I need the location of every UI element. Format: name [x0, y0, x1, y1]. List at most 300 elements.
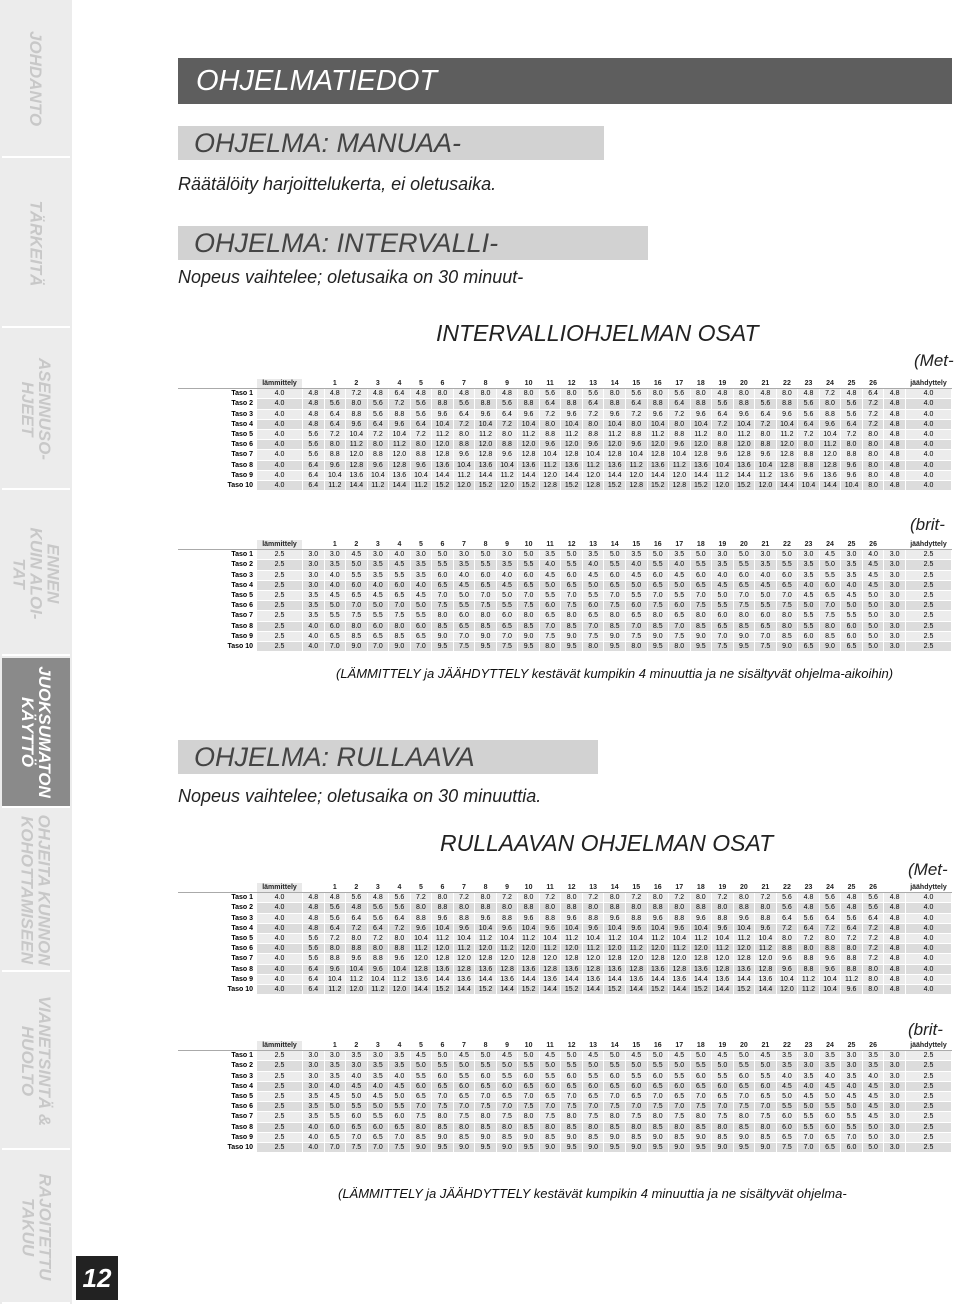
speed-cell: 8.0	[819, 621, 841, 631]
speed-cell: 4.5	[324, 590, 346, 600]
speed-cell: 7.2	[819, 923, 841, 933]
speed-cell: 8.0	[776, 933, 798, 943]
speed-cell: 6.4	[324, 409, 346, 419]
speed-cell: 8.5	[690, 1122, 712, 1132]
speed-cell: 3.5	[453, 560, 475, 570]
speed-cell: 5.5	[712, 1071, 734, 1081]
speed-cell: 12.8	[561, 450, 583, 460]
speed-cell: 7.2	[496, 419, 518, 429]
speed-cell: 12.0	[582, 470, 604, 480]
speed-cell: 4.5	[776, 1081, 798, 1091]
speed-cell: 4.5	[324, 1091, 346, 1101]
speed-cell: 8.0	[819, 399, 841, 409]
speed-cell: 4.0	[841, 1081, 863, 1091]
speed-cell: 12.8	[669, 964, 691, 974]
page-heading: OHJELMATIEDOT	[178, 58, 952, 104]
table-row	[179, 964, 952, 974]
speed-cell: 7.0	[712, 631, 734, 641]
speed-cell: 6.4	[367, 923, 389, 933]
speed-cell: 8.0	[453, 429, 475, 439]
level-label: Taso 10	[179, 480, 257, 490]
speed-cell: 5.6	[755, 399, 777, 409]
speed-cell: 4.8	[367, 893, 389, 903]
speed-cell: 5.5	[841, 1122, 863, 1132]
speed-cell: 3.5	[303, 1091, 325, 1101]
column-header: 2	[346, 883, 368, 893]
speed-cell: 10.4	[582, 450, 604, 460]
speed-cell: 2.5	[257, 631, 303, 641]
rolling-imperial-speed-table	[178, 1040, 952, 1153]
speed-cell: 5.0	[389, 1091, 411, 1101]
speed-cell: 13.6	[819, 470, 841, 480]
speed-cell: 3.5	[303, 601, 325, 611]
speed-cell: 4.5	[496, 580, 518, 590]
speed-cell: 4.5	[346, 1081, 368, 1091]
tab-ohjeita-kunnon-kohottamiseen[interactable]: OHJEITA KUNNON KOHOTTAMISEEN	[2, 810, 70, 972]
speed-cell: 4.0	[257, 399, 303, 409]
speed-cell: 5.5	[346, 1102, 368, 1112]
speed-cell: 8.0	[582, 903, 604, 913]
speed-cell: 8.8	[453, 913, 475, 923]
speed-cell: 11.2	[582, 460, 604, 470]
column-header: 16	[647, 883, 669, 893]
speed-cell: 10.4	[690, 419, 712, 429]
speed-cell: 15.2	[561, 480, 583, 490]
speed-cell: 9.6	[475, 913, 497, 923]
speed-cell: 7.0	[647, 590, 669, 600]
speed-cell: 11.2	[690, 933, 712, 943]
speed-cell: 3.0	[346, 1061, 368, 1071]
speed-cell: 5.5	[367, 611, 389, 621]
tab-vianetsinta-huolto[interactable]: VIANETSINTÄ & HUOLTO	[2, 974, 70, 1150]
speed-cell: 6.0	[690, 570, 712, 580]
speed-cell: 14.4	[604, 470, 626, 480]
speed-cell: 3.5	[324, 1061, 346, 1071]
column-header: 22	[776, 379, 798, 389]
speed-cell: 10.4	[475, 419, 497, 429]
speed-cell: 7.5	[776, 1142, 798, 1152]
speed-cell: 8.8	[496, 913, 518, 923]
speed-cell: 10.4	[819, 974, 841, 984]
speed-cell: 8.5	[432, 1122, 454, 1132]
speed-cell: 8.0	[712, 429, 734, 439]
speed-cell: 11.2	[346, 974, 368, 984]
speed-cell: 10.4	[561, 923, 583, 933]
speed-cell: 10.4	[755, 460, 777, 470]
speed-cell: 5.0	[733, 550, 755, 560]
speed-cell: 6.0	[712, 611, 734, 621]
speed-cell: 4.0	[257, 389, 303, 399]
speed-cell: 5.5	[475, 1061, 497, 1071]
speed-cell: 4.0	[906, 389, 952, 399]
speed-cell: 6.0	[604, 570, 626, 580]
speed-cell: 4.5	[367, 1091, 389, 1101]
speed-cell: 10.4	[798, 480, 820, 490]
speed-cell: 10.4	[669, 450, 691, 460]
speed-cell: 5.6	[367, 409, 389, 419]
speed-cell: 6.4	[841, 419, 863, 429]
speed-cell: 7.0	[496, 1102, 518, 1112]
speed-cell: 8.0	[862, 984, 884, 994]
speed-cell: 4.0	[303, 621, 325, 631]
speed-cell: 4.8	[496, 389, 518, 399]
speed-cell: 5.5	[625, 590, 647, 600]
speed-cell: 7.2	[582, 893, 604, 903]
speed-cell: 4.0	[669, 560, 691, 570]
speed-cell: 6.4	[453, 409, 475, 419]
speed-cell: 10.4	[410, 933, 432, 943]
speed-cell: 7.0	[755, 1102, 777, 1112]
column-header: 5	[410, 379, 432, 389]
speed-cell: 12.0	[819, 450, 841, 460]
speed-cell: 8.8	[776, 944, 798, 954]
speed-cell: 9.0	[539, 1142, 561, 1152]
level-label: Taso 5	[179, 429, 257, 439]
column-header: 21	[755, 1041, 777, 1051]
speed-cell: 8.5	[733, 621, 755, 631]
speed-cell: 14.4	[346, 480, 368, 490]
speed-cell: 8.8	[690, 399, 712, 409]
speed-cell: 9.6	[389, 954, 411, 964]
speed-cell: 10.4	[432, 923, 454, 933]
speed-cell: 8.8	[475, 903, 497, 913]
speed-cell: 8.0	[453, 903, 475, 913]
speed-cell: 5.5	[432, 1061, 454, 1071]
speed-cell: 12.0	[432, 944, 454, 954]
speed-cell: 9.6	[625, 923, 647, 933]
level-label: Taso 10	[179, 984, 257, 994]
speed-cell: 7.5	[496, 641, 518, 651]
speed-cell: 9.0	[647, 631, 669, 641]
speed-cell: 4.0	[257, 974, 303, 984]
speed-cell: 7.0	[625, 621, 647, 631]
speed-cell: 7.0	[518, 1091, 540, 1101]
speed-cell: 8.0	[475, 1112, 497, 1122]
speed-cell: 7.2	[539, 409, 561, 419]
speed-cell: 5.6	[346, 893, 368, 903]
speed-cell: 11.2	[475, 933, 497, 943]
column-header: 9	[496, 540, 518, 550]
speed-cell: 6.0	[647, 570, 669, 580]
column-header	[303, 883, 325, 893]
speed-cell: 3.0	[884, 601, 906, 611]
speed-cell: 8.0	[690, 389, 712, 399]
tab-asennusohjeet[interactable]: ASENNUSO- HJEET	[2, 330, 70, 490]
speed-cell: 9.6	[539, 440, 561, 450]
column-header: 17	[669, 540, 691, 550]
speed-cell: 7.5	[819, 611, 841, 621]
speed-cell: 8.8	[475, 399, 497, 409]
tab-johdanto[interactable]: JOHDANTO	[2, 0, 70, 158]
column-header	[884, 540, 906, 550]
speed-cell: 2.5	[257, 550, 303, 560]
column-header: 1	[324, 379, 346, 389]
speed-cell: 9.6	[733, 913, 755, 923]
speed-cell: 11.2	[367, 480, 389, 490]
speed-cell: 6.5	[819, 1132, 841, 1142]
speed-cell: 9.5	[475, 641, 497, 651]
speed-cell: 8.5	[432, 621, 454, 631]
speed-cell: 5.0	[410, 601, 432, 611]
speed-cell: 8.0	[712, 1122, 734, 1132]
speed-cell: 6.0	[410, 621, 432, 631]
speed-cell: 4.0	[906, 440, 952, 450]
speed-cell: 7.0	[539, 1102, 561, 1112]
speed-cell: 3.5	[798, 560, 820, 570]
column-header: 6	[432, 379, 454, 389]
speed-cell: 4.0	[257, 954, 303, 964]
speed-cell: 12.8	[625, 480, 647, 490]
column-header: 6	[432, 540, 454, 550]
speed-cell: 5.0	[604, 550, 626, 560]
speed-cell: 6.4	[862, 389, 884, 399]
tab-rajoitettu-takuu[interactable]: RAJOITETTU TAKUU	[2, 1152, 70, 1304]
speed-cell: 8.0	[432, 1112, 454, 1122]
speed-cell: 10.4	[712, 933, 734, 943]
speed-cell: 3.5	[625, 550, 647, 560]
speed-cell: 9.6	[324, 460, 346, 470]
table-row	[179, 944, 952, 954]
speed-cell: 12.8	[733, 450, 755, 460]
table-row	[179, 1112, 952, 1122]
speed-cell: 6.5	[539, 1091, 561, 1101]
speed-cell: 2.5	[906, 641, 952, 651]
level-label: Taso 7	[179, 954, 257, 964]
speed-cell: 3.0	[884, 580, 906, 590]
speed-cell: 5.5	[410, 611, 432, 621]
speed-cell: 3.5	[798, 570, 820, 580]
speed-cell: 7.2	[798, 429, 820, 439]
speed-cell: 7.2	[862, 923, 884, 933]
speed-cell: 11.2	[432, 429, 454, 439]
speed-cell: 8.5	[346, 631, 368, 641]
speed-cell: 3.0	[884, 560, 906, 570]
speed-cell: 6.0	[582, 601, 604, 611]
speed-cell: 11.2	[647, 933, 669, 943]
speed-cell: 5.5	[432, 560, 454, 570]
tab-tarkeita[interactable]: TÄRKEITÄ	[2, 160, 70, 328]
level-label: Taso 2	[179, 560, 257, 570]
column-header: 11	[539, 540, 561, 550]
column-header: 20	[733, 1041, 755, 1051]
speed-cell: 9.6	[518, 409, 540, 419]
speed-cell: 12.8	[647, 954, 669, 964]
speed-cell: 6.5	[453, 621, 475, 631]
table-row	[179, 440, 952, 450]
speed-cell: 15.2	[733, 480, 755, 490]
speed-cell: 15.2	[561, 984, 583, 994]
speed-cell: 14.4	[819, 480, 841, 490]
speed-cell: 4.0	[346, 1071, 368, 1081]
speed-cell: 4.8	[884, 460, 906, 470]
speed-cell: 4.0	[303, 631, 325, 641]
speed-cell: 6.4	[346, 913, 368, 923]
speed-cell: 5.0	[862, 631, 884, 641]
speed-cell: 8.5	[712, 1132, 734, 1142]
speed-cell: 9.0	[604, 1132, 626, 1142]
speed-cell: 14.4	[561, 470, 583, 480]
column-header: 16	[647, 379, 669, 389]
table-row	[179, 429, 952, 439]
speed-cell: 7.5	[625, 631, 647, 641]
speed-cell: 9.6	[561, 409, 583, 419]
speed-cell: 5.5	[712, 601, 734, 611]
tab-ennen-kuin-aloitat[interactable]: ENNEN KUIN ALOI- TAT	[2, 492, 70, 656]
speed-cell: 4.0	[257, 470, 303, 480]
speed-cell: 2.5	[257, 1102, 303, 1112]
speed-cell: 6.5	[776, 580, 798, 590]
speed-cell: 8.0	[539, 641, 561, 651]
column-header: 9	[496, 883, 518, 893]
speed-cell: 8.8	[346, 409, 368, 419]
speed-cell: 4.0	[389, 1071, 411, 1081]
speed-cell: 9.6	[733, 409, 755, 419]
speed-cell: 3.5	[755, 560, 777, 570]
speed-cell: 4.0	[257, 440, 303, 450]
speed-cell: 3.0	[884, 1122, 906, 1132]
column-header: 15	[625, 883, 647, 893]
speed-cell: 14.4	[669, 984, 691, 994]
speed-cell: 4.0	[776, 1071, 798, 1081]
column-header: 8	[475, 1041, 497, 1051]
tab-juoksumaton-kaytto[interactable]: JUOKSUMATON KÄYTTÖ	[2, 658, 70, 808]
speed-cell: 9.6	[604, 409, 626, 419]
speed-cell: 4.5	[755, 1051, 777, 1061]
speed-cell: 2.5	[906, 631, 952, 641]
speed-cell: 4.5	[862, 1102, 884, 1112]
speed-cell: 4.0	[496, 570, 518, 580]
speed-cell: 7.2	[862, 399, 884, 409]
speed-cell: 11.2	[410, 944, 432, 954]
column-header: 14	[604, 1041, 626, 1051]
speed-cell: 9.6	[819, 964, 841, 974]
speed-cell: 5.5	[561, 1061, 583, 1071]
speed-cell: 4.8	[303, 389, 325, 399]
speed-cell: 7.0	[539, 621, 561, 631]
speed-cell: 5.0	[367, 1102, 389, 1112]
speed-cell: 9.6	[561, 913, 583, 923]
speed-cell: 10.4	[733, 923, 755, 933]
speed-cell: 12.0	[733, 944, 755, 954]
speed-cell: 8.0	[367, 440, 389, 450]
speed-cell: 12.8	[561, 954, 583, 964]
speed-cell: 8.0	[410, 440, 432, 450]
speed-cell: 4.0	[906, 984, 952, 994]
speed-cell: 2.5	[257, 1132, 303, 1142]
speed-cell: 3.0	[755, 550, 777, 560]
column-header: 6	[432, 883, 454, 893]
speed-cell: 11.2	[690, 429, 712, 439]
speed-cell: 4.8	[798, 893, 820, 903]
speed-cell: 6.5	[733, 1081, 755, 1091]
speed-cell: 8.8	[582, 913, 604, 923]
speed-cell: 7.5	[604, 1102, 626, 1112]
speed-cell: 5.0	[453, 590, 475, 600]
speed-cell: 7.5	[346, 1142, 368, 1152]
table-row	[179, 399, 952, 409]
speed-cell: 12.0	[496, 954, 518, 964]
speed-cell: 2.5	[906, 611, 952, 621]
speed-cell: 12.0	[582, 954, 604, 964]
speed-cell: 7.0	[798, 1132, 820, 1142]
speed-cell: 7.0	[669, 1102, 691, 1112]
speed-cell: 9.6	[496, 923, 518, 933]
speed-cell: 7.5	[475, 601, 497, 611]
speed-cell: 2.5	[257, 1061, 303, 1071]
speed-cell: 11.2	[582, 944, 604, 954]
speed-cell: 11.2	[798, 974, 820, 984]
level-label: Taso 2	[179, 399, 257, 409]
speed-cell: 8.8	[604, 903, 626, 913]
speed-cell: 9.5	[647, 1142, 669, 1152]
speed-cell: 9.6	[625, 440, 647, 450]
speed-cell: 15.2	[432, 480, 454, 490]
speed-cell: 6.0	[755, 1081, 777, 1091]
speed-cell: 6.0	[841, 1142, 863, 1152]
speed-cell: 4.8	[884, 429, 906, 439]
speed-cell: 5.6	[712, 399, 734, 409]
speed-cell: 12.0	[669, 470, 691, 480]
column-header: 18	[690, 379, 712, 389]
speed-cell: 12.8	[604, 450, 626, 460]
table-row	[179, 611, 952, 621]
speed-cell: 9.5	[733, 641, 755, 651]
speed-cell: 12.0	[690, 440, 712, 450]
speed-cell: 3.0	[841, 1051, 863, 1061]
speed-cell: 12.0	[410, 954, 432, 964]
speed-cell: 9.6	[346, 954, 368, 964]
speed-cell: 8.0	[604, 1112, 626, 1122]
speed-cell: 9.6	[690, 913, 712, 923]
speed-cell: 8.0	[862, 964, 884, 974]
speed-cell: 6.0	[518, 1071, 540, 1081]
speed-cell: 6.4	[582, 399, 604, 409]
speed-cell: 6.0	[776, 1122, 798, 1132]
speed-cell: 9.5	[604, 641, 626, 651]
speed-cell: 9.0	[561, 631, 583, 641]
speed-cell: 6.4	[539, 399, 561, 409]
speed-cell: 3.0	[798, 550, 820, 560]
speed-cell: 14.4	[647, 974, 669, 984]
column-header: 11	[539, 1041, 561, 1051]
rolling-program-title: OHJELMA: RULLAAVA	[178, 740, 598, 774]
speed-cell: 15.2	[733, 984, 755, 994]
level-label: Taso 3	[179, 570, 257, 580]
speed-cell: 4.0	[257, 409, 303, 419]
speed-cell: 7.2	[669, 409, 691, 419]
rolling-program-description: Nopeus vaihtelee; oletusaika on 30 minuuttia.	[178, 786, 542, 806]
speed-cell: 4.0	[303, 1132, 325, 1142]
speed-cell: 8.0	[475, 611, 497, 621]
speed-cell: 12.0	[475, 944, 497, 954]
speed-cell: 5.5	[819, 1102, 841, 1112]
speed-cell: 8.0	[432, 389, 454, 399]
speed-cell: 9.6	[410, 460, 432, 470]
speed-cell: 5.5	[582, 1071, 604, 1081]
column-header: 13	[582, 1041, 604, 1051]
column-header: 17	[669, 883, 691, 893]
speed-cell: 5.0	[539, 580, 561, 590]
speed-cell: 4.0	[257, 984, 303, 994]
speed-cell: 9.6	[647, 913, 669, 923]
speed-cell: 5.0	[625, 580, 647, 590]
speed-cell: 12.0	[389, 984, 411, 994]
speed-cell: 8.0	[582, 1122, 604, 1132]
speed-cell: 4.0	[906, 893, 952, 903]
speed-cell: 13.6	[690, 964, 712, 974]
speed-cell: 5.6	[819, 903, 841, 913]
level-label: Taso 10	[179, 1142, 257, 1152]
